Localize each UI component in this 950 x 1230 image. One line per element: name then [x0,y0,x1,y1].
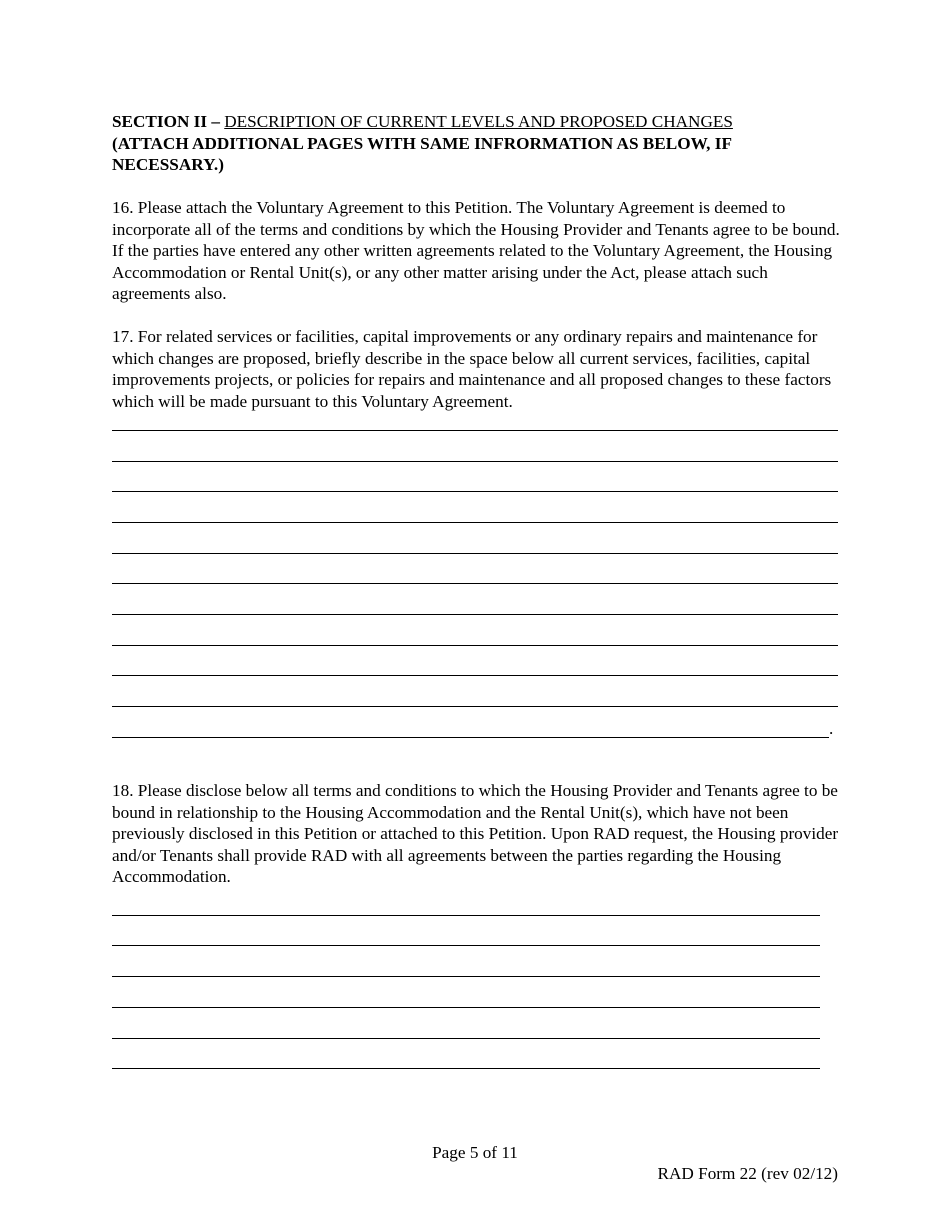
answer-line[interactable] [112,1007,820,1008]
page-number: Page 5 of 11 [432,1143,518,1162]
answer-line[interactable] [112,522,838,523]
section-title: DESCRIPTION OF CURRENT LEVELS AND PROPOSED CHANGES [224,112,733,131]
answer-line[interactable] [112,553,838,554]
answer-line[interactable] [112,675,838,676]
item-17-text: 17. For related services or facilities, capital improvements or any ordinary repairs and maintenance for which changes are proposed, briefly describe in the space below all current services, facilities, capital improvements projects, or policies for repairs and maintenance and all proposed changes to these factors which will be made pursuant to this Voluntary Agreement. [112,327,832,411]
answer-line[interactable] [112,737,829,738]
form-id: RAD Form 22 (rev 02/12) [657,1164,838,1183]
answer-line[interactable] [112,915,820,916]
answer-line[interactable] [112,614,838,615]
answer-line[interactable] [112,430,838,431]
answer-line[interactable] [112,583,838,584]
section-heading [112,111,840,176]
answer-line[interactable] [112,706,838,707]
answer-line[interactable] [112,1068,820,1069]
item-18-text: 18. Please disclose below all terms and conditions to which the Housing Provider and Tenants agree to be bound in relationship to the Housing Accommodation and the Rental Unit(s), which have not been previously disclosed in this Petition or attached to this Petition. Upon RAD request, the Housing provider and/or Tenants shall provide RAD with all agreements between the parties regarding the Housing Accommodation. [112,781,839,886]
section-label: SECTION II – [112,112,225,131]
answer-line[interactable] [112,945,820,946]
answer-line[interactable] [112,491,838,492]
section-instruction: (ATTACH ADDITIONAL PAGES WITH SAME INFRORMATION AS BELOW, IF NECESSARY.) [112,133,732,174]
answer-line[interactable] [112,976,820,977]
answer-end-period: . [829,719,834,738]
answer-line[interactable] [112,1038,820,1039]
item-16-text: 16. Please attach the Voluntary Agreement to this Petition. The Voluntary Agreement is deemed to incorporate all of the terms and conditions by which the Housing Provider and Tenants agree to be bound. If the parties have entered any other written agreements related to the Voluntary Agreement, the Housing Accommodation or Rental Unit(s), or any other matter arising under the Act, please attach such agreements also. [112,198,840,303]
answer-line[interactable] [112,461,838,462]
answer-line[interactable] [112,645,838,646]
